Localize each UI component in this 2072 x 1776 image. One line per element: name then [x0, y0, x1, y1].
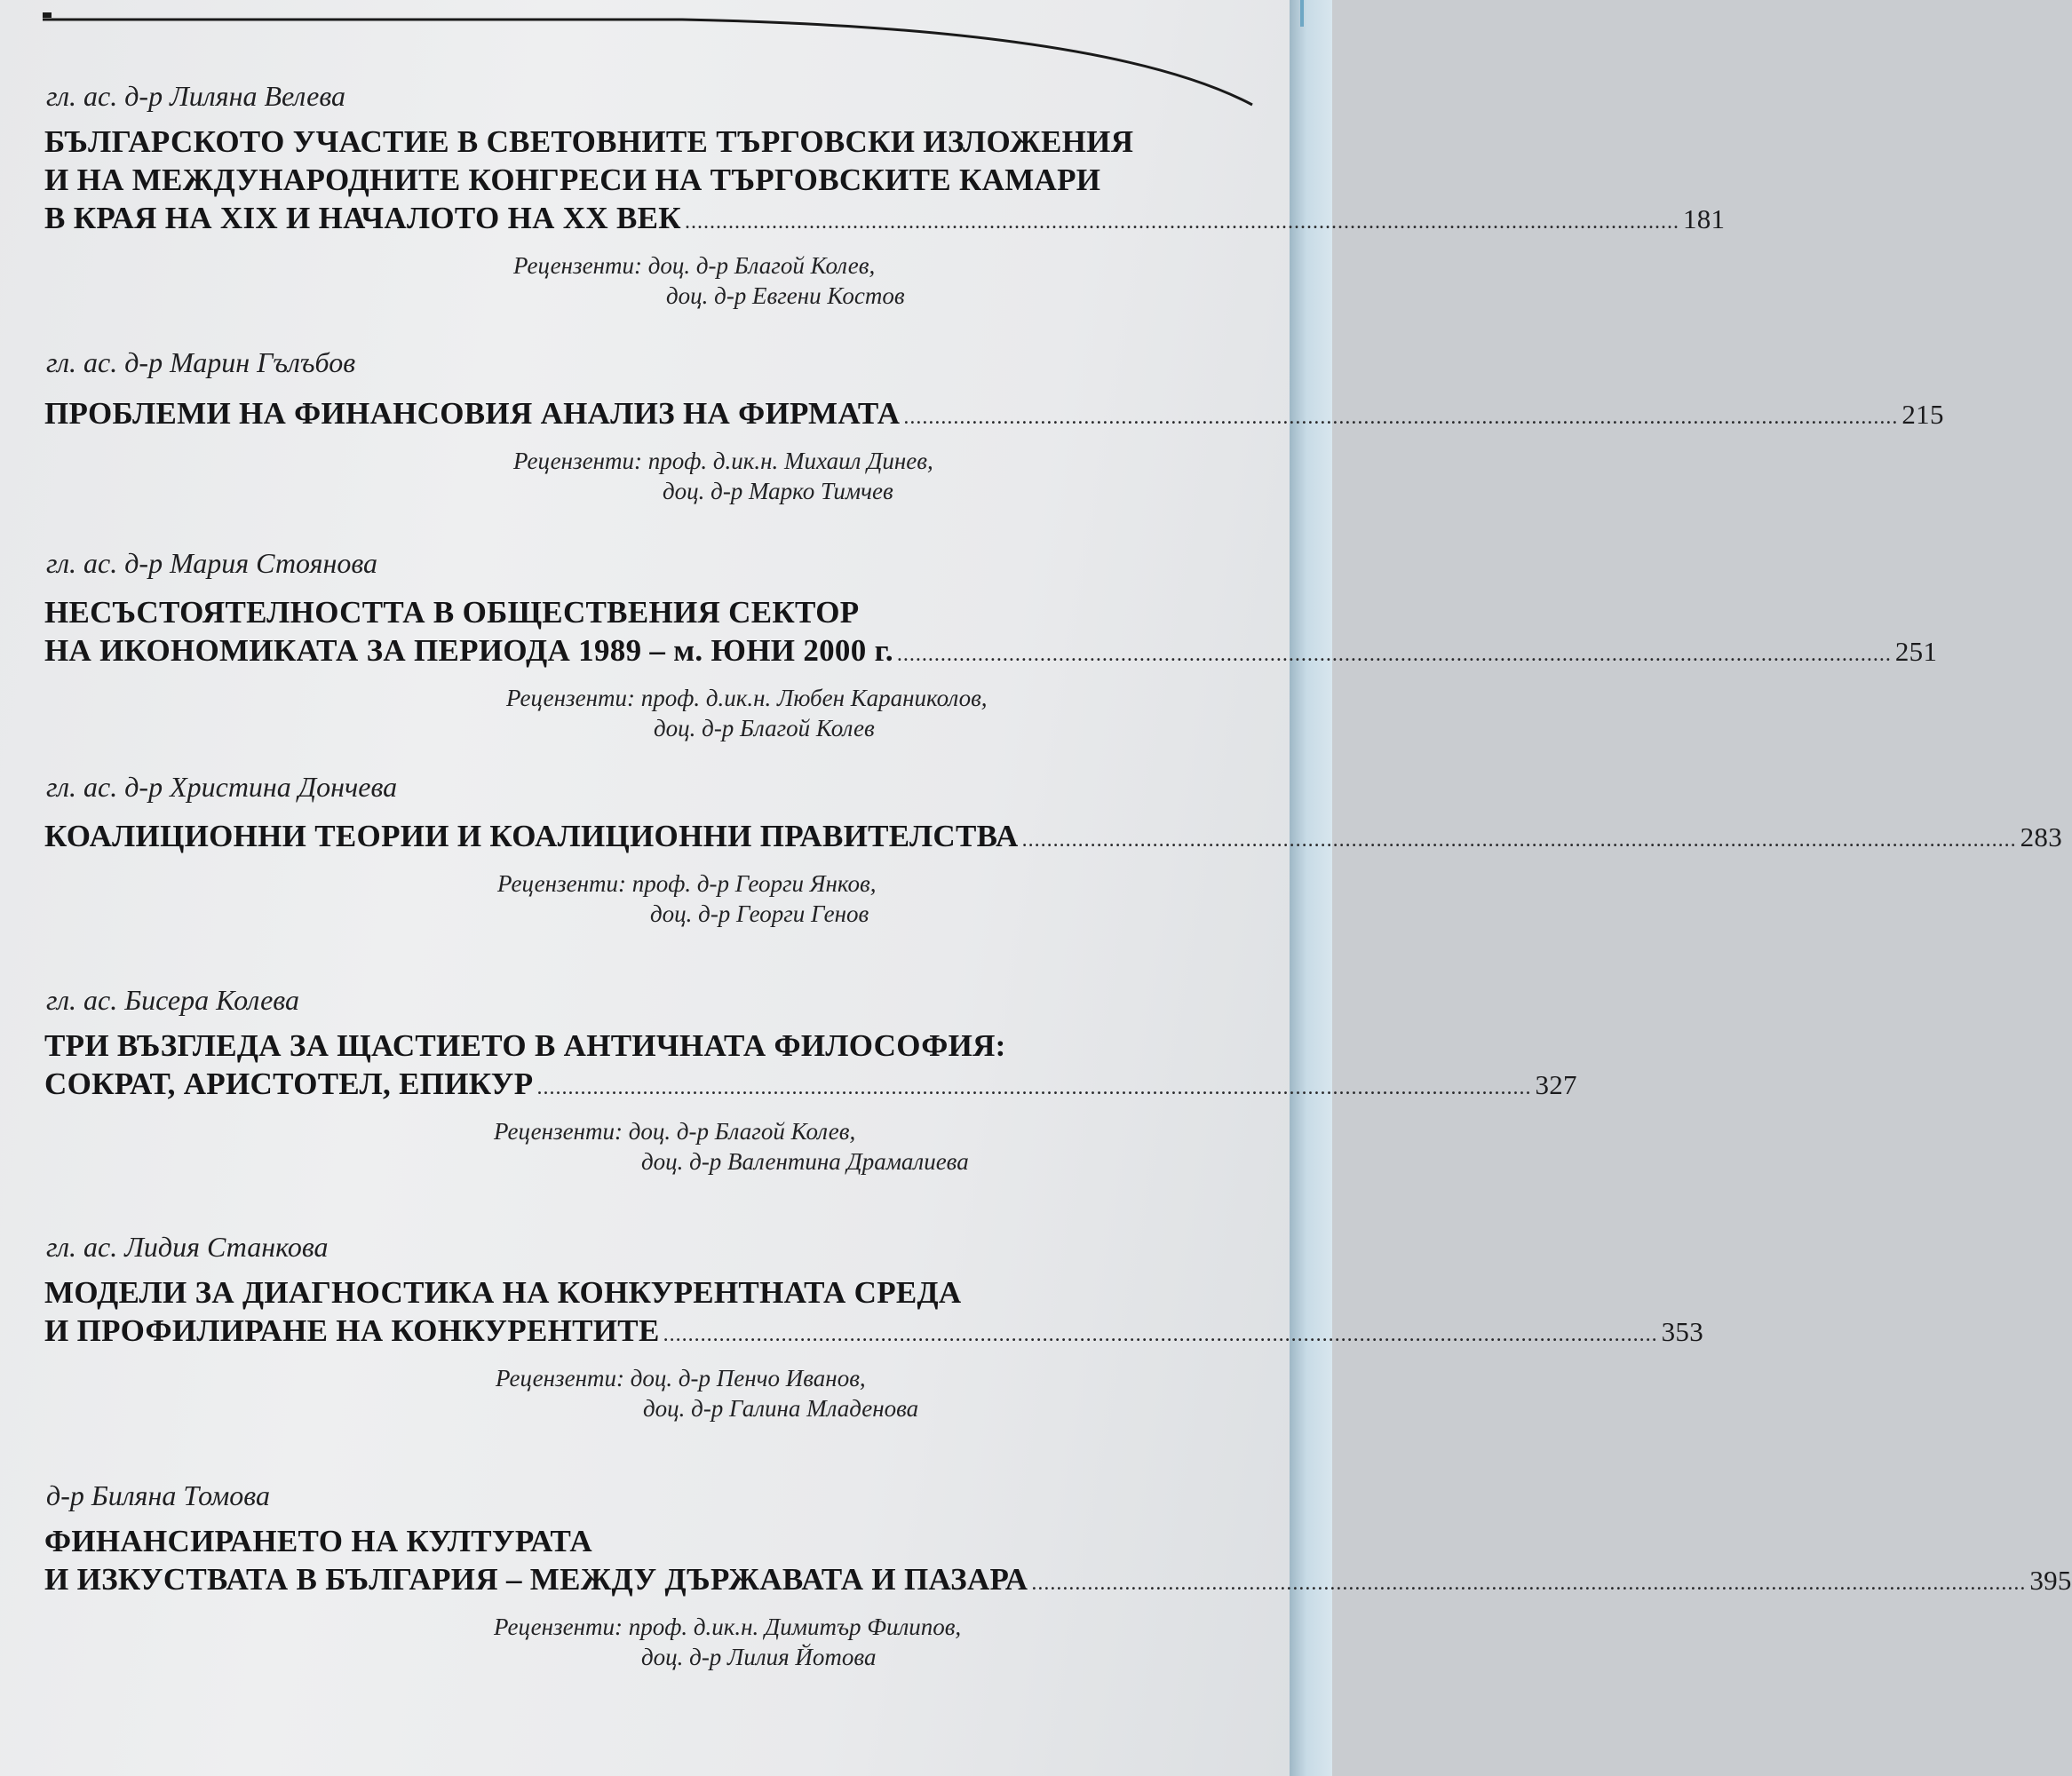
page-number: 327	[1535, 1069, 1577, 1100]
page-number: 181	[1682, 203, 1726, 234]
title-line: ПРОБЛЕМИ НА ФИНАНСОВИЯ АНАЛИЗ НА ФИРМАТА	[44, 396, 901, 431]
entry-title[interactable]	[44, 123, 1726, 242]
title-last-line	[44, 1065, 1577, 1107]
entry-reviewers	[44, 1116, 1252, 1177]
dot-leader: ................................................................................................................................................................	[663, 1323, 1658, 1346]
entry-title[interactable]	[44, 1273, 1703, 1354]
dot-leader: ................................................................................................................................................................	[1031, 1572, 2027, 1595]
dot-leader: ................................................................................................................................................................	[903, 406, 1899, 429]
entry-author: гл. ас. д-р Лиляна Велева	[46, 80, 346, 112]
reviewers-line: доц. д-р Благой Колев	[654, 715, 875, 741]
table-of-contents	[44, 78, 2072, 1673]
facing-page-edge	[1290, 0, 1332, 1776]
title-line: КОАЛИЦИОННИ ТЕОРИИ И КОАЛИЦИОННИ ПРАВИТЕЛСТВА	[44, 819, 1019, 853]
entry-reviewers	[44, 446, 1252, 506]
title-line: И ИЗКУСТВАТА В БЪЛГАРИЯ – МЕЖДУ ДЪРЖАВАТА И ПАЗАРА	[44, 1562, 1028, 1597]
title-line: ФИНАНСИРАНЕТО НА КУЛТУРАТА	[44, 1524, 593, 1558]
title-last-line	[44, 1312, 1703, 1354]
title-line: И НА МЕЖДУНАРОДНИТЕ КОНГРЕСИ НА ТЪРГОВСКИТЕ КАМАРИ	[44, 163, 1101, 197]
title-line: МОДЕЛИ ЗА ДИАГНОСТИКА НА КОНКУРЕНТНАТА СРЕДА	[44, 1275, 962, 1310]
page-number: 251	[1894, 636, 1938, 667]
reviewers-line: доц. д-р Марко Тимчев	[663, 478, 893, 504]
entry-author: гл. ас. Лидия Станкова	[46, 1231, 329, 1263]
dot-leader: ................................................................................................................................................................	[896, 643, 1892, 666]
page-number: 353	[1661, 1316, 1703, 1347]
reviewers-line: Рецензенти: проф. д.ик.н. Любен Караниколов,	[506, 685, 988, 711]
title-line: СОКРАТ, АРИСТОТЕЛ, ЕПИКУР	[44, 1066, 534, 1101]
page-number: 283	[2020, 821, 2063, 852]
entry-author: гл. ас. д-р Марин Гълъбов	[46, 346, 356, 378]
toc-entry	[44, 78, 1726, 345]
toc-entry	[44, 1229, 1703, 1478]
reviewers-line: Рецензенти: проф. д.ик.н. Михаил Динев,	[513, 448, 933, 474]
title-last-line	[44, 199, 1726, 242]
entry-title[interactable]	[44, 1027, 1577, 1107]
reviewers-line: доц. д-р Валентина Драмалиева	[641, 1148, 969, 1175]
entry-author: гл. ас. Бисера Колева	[46, 984, 299, 1016]
toc-entry	[44, 1478, 2072, 1673]
dot-leader: ................................................................................................................................................................	[684, 210, 1679, 234]
reviewers-line: Рецензенти: доц. д-р Благой Колев,	[513, 252, 876, 279]
reviewers-line: доц. д-р Лилия Йотова	[641, 1644, 877, 1670]
page-number: 215	[1901, 399, 1944, 430]
toc-entry	[44, 545, 1938, 769]
page-edge-mark	[1300, 0, 1304, 27]
title-last-line	[44, 817, 2063, 860]
title-line: БЪЛГАРСКОТО УЧАСТИЕ В СВЕТОВНИТЕ ТЪРГОВСКИ ИЗЛОЖЕНИЯ	[44, 124, 1134, 159]
entry-reviewers	[44, 1363, 1252, 1423]
toc-entry	[44, 769, 2063, 982]
entry-reviewers	[44, 1612, 1252, 1672]
entry-author: гл. ас. д-р Христина Дончева	[46, 771, 398, 803]
entry-reviewers	[44, 683, 1252, 743]
page-number: 395	[2029, 1565, 2072, 1596]
title-line: НЕСЪСТОЯТЕЛНОСТТА В ОБЩЕСТВЕНИЯ СЕКТОР	[44, 595, 860, 630]
entry-title[interactable]	[44, 817, 2063, 860]
title-last-line	[44, 631, 1938, 674]
title-last-line	[44, 394, 1944, 437]
title-last-line	[44, 1560, 2072, 1603]
entry-title[interactable]	[44, 593, 1938, 674]
reviewers-line: Рецензенти: проф. д-р Георги Янков,	[497, 870, 877, 897]
toc-entry	[44, 982, 1577, 1229]
entry-author: д-р Биляна Томова	[46, 1479, 270, 1511]
dot-leader: ................................................................................................................................................................	[536, 1076, 1532, 1099]
entry-title[interactable]	[44, 1522, 2072, 1603]
entry-author: гл. ас. д-р Мария Стоянова	[46, 547, 378, 579]
title-line: В КРАЯ НА XIX И НАЧАЛОТО НА XX ВЕК	[44, 201, 681, 235]
title-line: И ПРОФИЛИРАНЕ НА КОНКУРЕНТИТЕ	[44, 1313, 660, 1348]
reviewers-line: Рецензенти: доц. д-р Благой Колев,	[494, 1118, 856, 1145]
reviewers-line: Рецензенти: проф. д.ик.н. Димитър Филипов,	[494, 1613, 962, 1640]
title-line: НА ИКОНОМИКАТА ЗА ПЕРИОДА 1989 – м. ЮНИ 2000 г.	[44, 633, 893, 668]
entry-title[interactable]	[44, 394, 1944, 437]
entry-reviewers	[44, 868, 1252, 929]
reviewers-line: доц. д-р Георги Генов	[650, 900, 869, 927]
reviewers-line: Рецензенти: доц. д-р Пенчо Иванов,	[496, 1365, 866, 1391]
entry-reviewers	[44, 250, 1252, 311]
dot-leader: ................................................................................................................................................................	[1021, 829, 2017, 852]
toc-entry	[44, 345, 1944, 545]
title-line: ТРИ ВЪЗГЛЕДА ЗА ЩАСТИЕТО В АНТИЧНАТА ФИЛОСОФИЯ:	[44, 1028, 1006, 1063]
reviewers-line: доц. д-р Галина Младенова	[643, 1395, 919, 1422]
reviewers-line: доц. д-р Евгени Костов	[666, 282, 905, 309]
